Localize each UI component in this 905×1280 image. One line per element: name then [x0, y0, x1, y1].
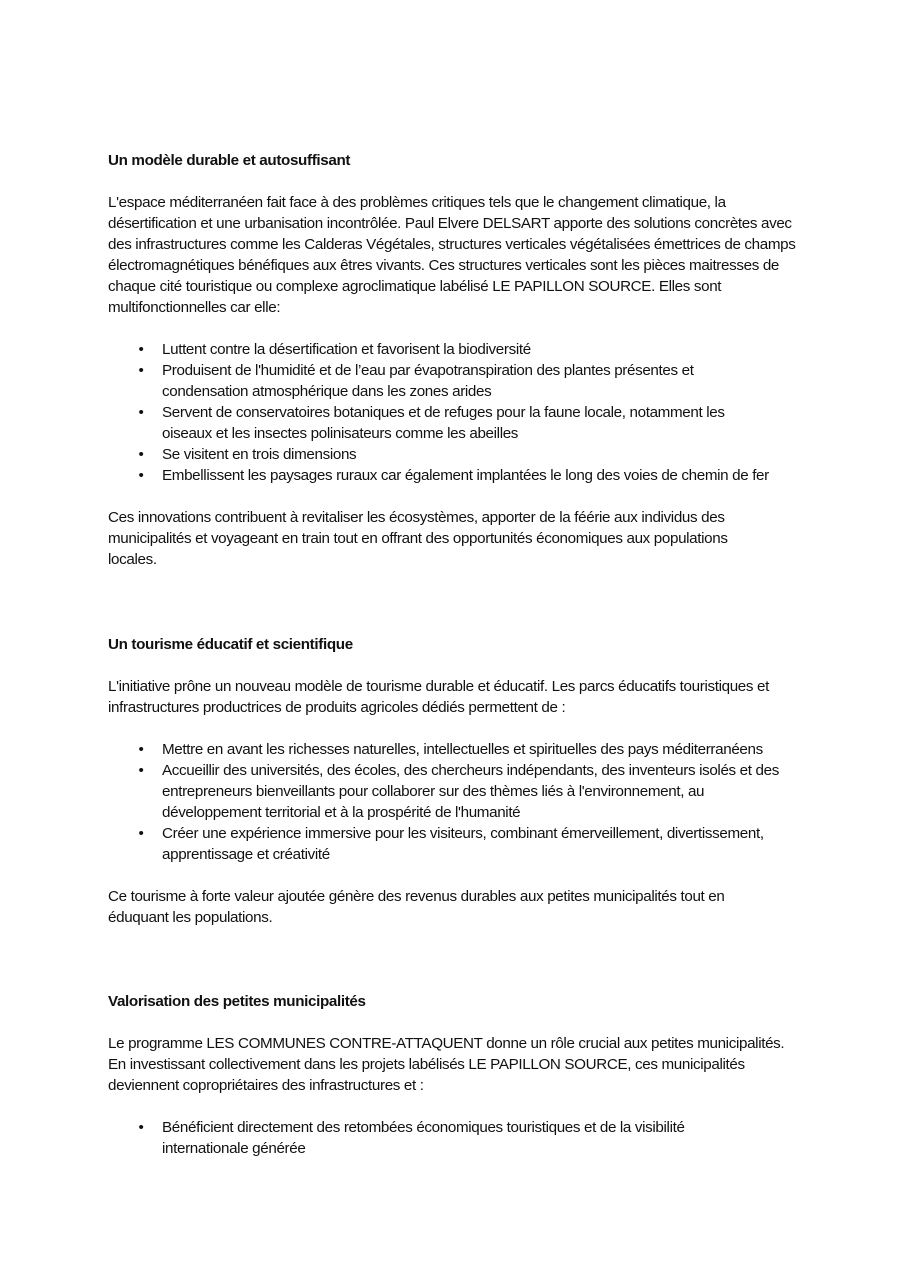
section-municipalites — [108, 991, 808, 1012]
bullet-icon: • — [138, 467, 144, 484]
bullet-icon: • — [138, 404, 144, 421]
list-item: • Se visitent en trois dimensions — [108, 444, 808, 465]
paragraph: Le programme LES COMMUNES CONTRE-ATTAQUENT donne un rôle crucial aux petites municipalités. En investissant collectivement dans les projets labélisés LE PAPILLON SOURCE, ces municipalités deviennent copropriétaires des infrastructures et : — [108, 1035, 785, 1094]
section-tourisme-list — [108, 739, 808, 865]
section-tourisme — [108, 634, 808, 655]
bullet-icon: • — [138, 341, 144, 358]
paragraph: L'espace méditerranéen fait face à des problèmes critiques tels que le changement climatique, la désertification et une urbanisation incontrôlée. Paul Elvere DELSART apporte des solutions concrètes avec des infrastructures comme les Calderas Végétales, structures verticales végétalisées émettrices de champs électromagnétiques bénéfiques aux êtres vivants. Ces structures verticales sont les pièces maitresses de chaque cité touristique ou complexe agroclimatique labélisé LE PAPILLON SOURCE. Elles sont multifonctionnelles car elle: — [108, 194, 796, 316]
list-item: • Embellissent les paysages ruraux car également implantées le long des voies de chemin de fer — [108, 465, 808, 486]
list-item: • Accueillir des universités, des écoles, des chercheurs indépendants, des inventeurs isolés et des entrepreneurs bienveillants pour collaborer sur des thèmes liés à l'environnement, au développement territorial et à la prospérité de l'humanité — [108, 760, 808, 823]
list-item: • Produisent de l'humidité et de l’eau par évapotranspiration des plantes présentes et condensation atmosphérique dans les zones arides — [108, 360, 808, 402]
section-heading: Valorisation des petites municipalités — [108, 993, 366, 1010]
section-municipalites-list — [108, 1117, 808, 1159]
bullet-icon: • — [138, 762, 144, 779]
section-heading: Un modèle durable et autosuffisant — [108, 152, 351, 169]
section-durable — [108, 150, 808, 171]
section-tourisme-intro — [108, 676, 808, 718]
bullet-icon: • — [138, 362, 144, 379]
section-heading: Un tourisme éducatif et scientifique — [108, 636, 353, 653]
list-item: • Bénéficient directement des retombées économiques touristiques et de la visibilité internationale générée — [108, 1117, 808, 1159]
list-item: • Luttent contre la désertification et favorisent la biodiversité — [108, 339, 808, 360]
bullet-icon: • — [138, 825, 144, 842]
paragraph: L'initiative prône un nouveau modèle de tourisme durable et éducatif. Les parcs éducatifs touristiques et infrastructures productrices de produits agricoles dédiés permettent de : — [108, 678, 769, 716]
section-durable-list — [108, 339, 808, 486]
section-durable-intro — [108, 192, 798, 318]
list-item: • Mettre en avant les richesses naturelles, intellectuelles et spirituelles des pays méditerranéens — [108, 739, 808, 760]
bullet-icon: • — [138, 741, 144, 758]
bullet-icon: • — [138, 1119, 144, 1136]
paragraph: Ces innovations contribuent à revitaliser les écosystèmes, apporter de la féérie aux individus des municipalités et voyageant en train tout en offrant des opportunités économiques aux populations locales. — [108, 509, 728, 568]
section-tourisme-outro — [108, 886, 768, 928]
list-item: • Créer une expérience immersive pour les visiteurs, combinant émerveillement, divertissement, apprentissage et créativité — [108, 823, 808, 865]
paragraph: Ce tourisme à forte valeur ajoutée génère des revenus durables aux petites municipalités tout en éduquant les populations. — [108, 888, 725, 926]
section-durable-outro — [108, 507, 768, 570]
bullet-icon: • — [138, 446, 144, 463]
list-item: • Servent de conservatoires botaniques et de refuges pour la faune locale, notamment les oiseaux et les insectes polinisateurs comme les abeilles — [108, 402, 808, 444]
section-municipalites-intro — [108, 1033, 798, 1096]
